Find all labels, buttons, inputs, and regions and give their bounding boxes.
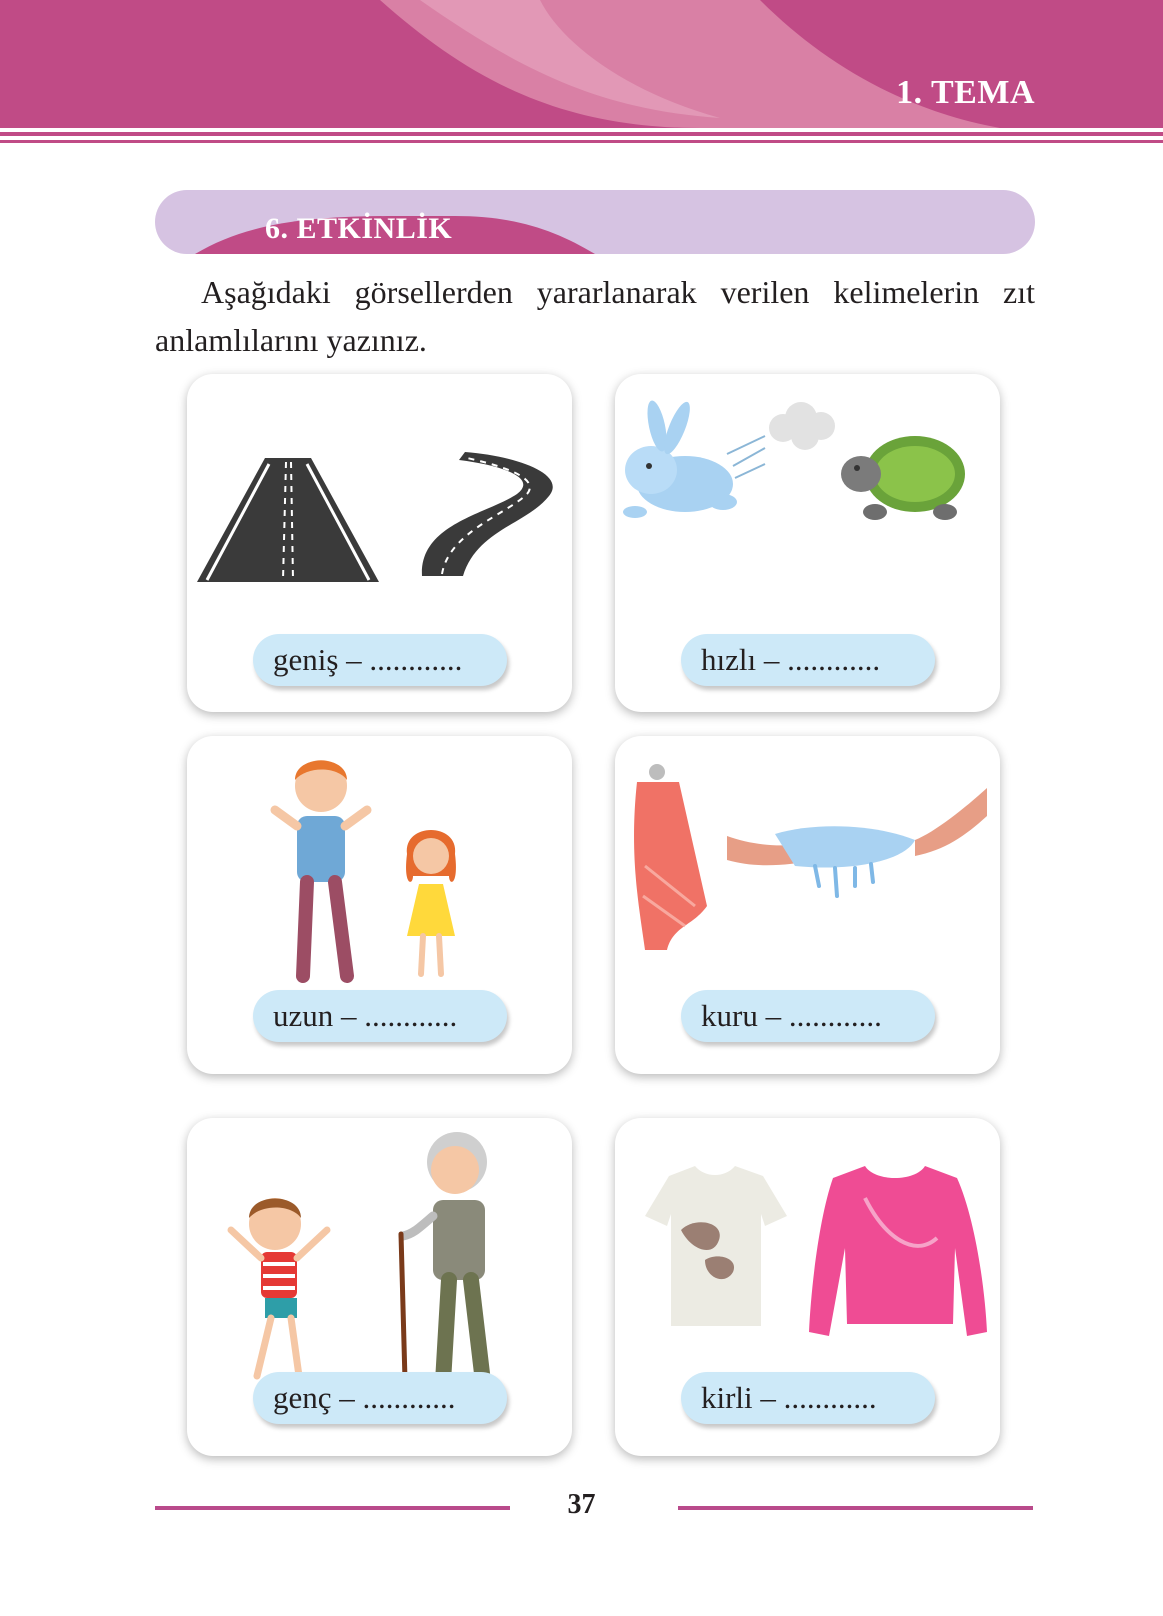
card-young-old: [187, 1118, 572, 1456]
word-label-dirty: kirli – ............: [681, 1372, 935, 1424]
word-label-dry: kuru – ............: [681, 990, 935, 1042]
card-fast-slow: [615, 374, 1000, 712]
word-label-fast: hızlı – ............: [681, 634, 935, 686]
word-label-tall: uzun – ............: [253, 990, 507, 1042]
page-number: 37: [567, 1489, 596, 1520]
instruction-text: Aşağıdaki görsellerden yararlanarak verilen kelimelerin zıt anlamlılarını yazınız.: [155, 274, 1035, 358]
card-tall-short: [187, 736, 572, 1074]
word-label-young: genç – ............: [253, 1372, 507, 1424]
theme-label: 1. TEMA: [896, 74, 1035, 111]
word-label-wide: geniş – ............: [253, 634, 507, 686]
card-dry-wet: [615, 736, 1000, 1074]
card-dirty-clean: [615, 1118, 1000, 1456]
activity-title: 6. ETKİNLİK: [265, 212, 453, 245]
card-wide-narrow: [187, 374, 572, 712]
